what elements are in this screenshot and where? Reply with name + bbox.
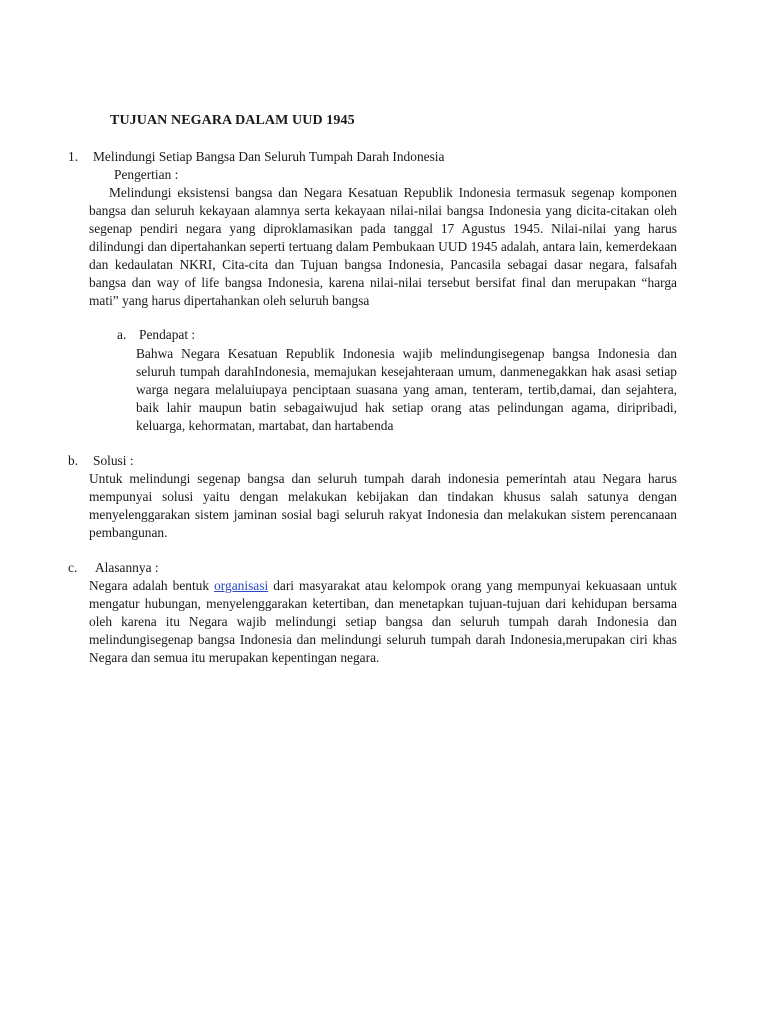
item-b-paragraph: Untuk melindungi segenap bangsa dan seluruh tumpah darah indonesia pemerintah atau Negara harus mempunyai solusi yaitu dengan melakukan kebijakan dan tindakan khusus salah satunya dengan menyelenggarakan sistem jaminan sosial bagi seluruh rakyat Indonesia dan melakukan sistem perencanaan pembangunan. bbox=[89, 471, 677, 540]
organisasi-link[interactable]: organisasi bbox=[214, 578, 269, 593]
document-title: TUJUAN NEGARA DALAM UUD 1945 bbox=[110, 113, 355, 128]
item-c-text-after-link: dari masyarakat atau kelompok orang yang mempunyai kekuasaan untuk mengatur hubungan, menyelenggarakan ketertiban, dan menetapkan tujuan-tujuan dari kehidupan bersama oleh karena itu Negara wajib melindungi setiap bangsa dan seluruh tumpah darah Indonesia dan melindungisegenap bangsa Indonesia dan melindungi seluruh tumpah darah Indonesia,merupakan ciri khas Negara dan semua itu merupakan kepentingan negara. bbox=[89, 578, 677, 665]
item-b-marker: b. bbox=[68, 453, 79, 468]
item-a-label: Pendapat : bbox=[139, 327, 196, 342]
item-b-label: Solusi : bbox=[93, 453, 134, 468]
item-c-text-before-link: Negara adalah bentuk bbox=[89, 578, 215, 593]
item-c-paragraph bbox=[89, 577, 677, 667]
section-1-heading: Melindungi Setiap Bangsa Dan Seluruh Tumpah Darah Indonesia bbox=[93, 149, 445, 164]
item-c-marker: c. bbox=[68, 560, 78, 575]
section-1-number: 1. bbox=[68, 149, 79, 164]
pengertian-label: Pengertian : bbox=[114, 167, 179, 182]
item-c-label: Alasannya : bbox=[95, 560, 159, 575]
pengertian-paragraph: Melindungi eksistensi bangsa dan Negara Kesatuan Republik Indonesia termasuk segenap komponen bangsa dan seluruh kekayaan alamnya serta kekayaan nilai-nilai bangsa Indonesia yang dicita-citakan oleh segenap pendiri negara yang diproklamasikan pada tanggal 17 Agustus 1945. Nilai-nilai yang harus dilindungi dan dipertahankan seperti tertuang dalam Pembukaan UUD 1945 adalah, antara lain, kemerdekaan dan kedaulatan NKRI, Cita-cita dan Tujuan bangsa Indonesia, Pancasila sebagai dasar negara, falsafah bangsa dan way of life bangsa Indonesia, karena nilai-nilai tersebut bersifat final dan merupakan “harga mati” yang harus dipertahankan oleh seluruh bangsa bbox=[89, 185, 677, 308]
item-a-marker: a. bbox=[117, 327, 127, 342]
item-a-paragraph: Bahwa Negara Kesatuan Republik Indonesia wajib melindungisegenap bangsa Indonesia dan seluruh tumpah darahIndonesia, memajukan kesejahteraan umum, danmenegakkan hak asasi setiap warga negara melaluiupaya penciptaan suasana yang aman, tenteram, tertib,damai, dan sejahtera, baik lahir maupun batin sebagaiwujud hak setiap orang atas pelindungan agama, diripribadi, keluarga, kehormatan, martabat, dan hartabenda bbox=[136, 346, 677, 433]
